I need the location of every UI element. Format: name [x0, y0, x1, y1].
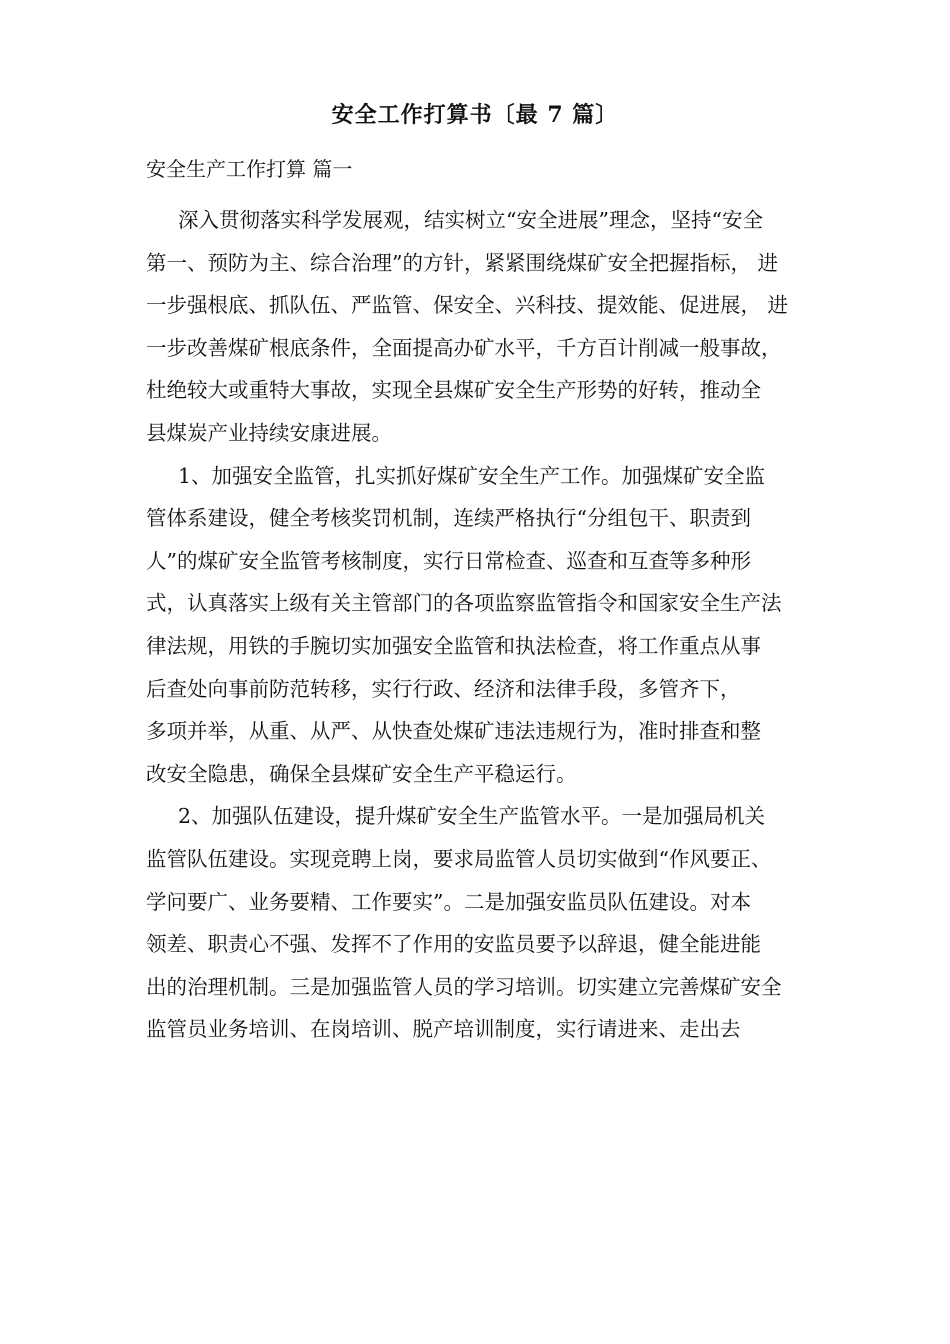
text-line: 监管员业务培训、在岗培训、脱产培训制度，实行请进来、走出去 — [146, 1017, 741, 1042]
text-line: 深入贯彻落实科学发展观，结实树立“安全进展”理念，坚持“安全 — [178, 208, 763, 232]
text-line: 杜绝较大或重特大事故，实现全县煤矿安全生产形势的好转，推动全 — [146, 378, 761, 403]
text-line: 2、加强队伍建设，提升煤矿安全生产监管水平。一是加强局机关 — [178, 804, 766, 829]
text-line: 管体系建设，健全考核奖罚机制，连续严格执行“分组包干、职责到 — [146, 506, 751, 531]
text-line: 律法规，用铁的手腕切实加强安全监管和执法检查，将工作重点从事 — [146, 633, 761, 658]
section-heading: 安全生产工作打算 篇一 — [146, 157, 353, 181]
text-line: 领差、职责心不强、发挥不了作用的安监员要予以辞退，健全能进能 — [146, 932, 761, 957]
text-line: 式，认真落实上级有关主管部门的各项监察监管指令和国家安全生产法 — [146, 591, 782, 616]
document-title: 安全工作打算书〔最 7 篇〕 — [331, 102, 619, 128]
text-line: 后查处向事前防范转移，实行行政、经济和法律手段，多管齐下， — [146, 676, 741, 701]
text-line: 人”的煤矿安全监管考核制度，实行日常检查、巡查和互查等多种形 — [146, 548, 751, 573]
text-line: 县煤炭产业持续安康进展。 — [146, 420, 392, 445]
body-text — [146, 199, 826, 1051]
text-line: 第一、预防为主、综合治理”的方针，紧紧围绕煤矿安全把握指标， 进 — [146, 250, 778, 275]
text-line: 一步强根底、抓队伍、严监管、保安全、兴科技、提效能、促进展， 进 — [146, 293, 789, 318]
text-line: 多项并举，从重、从严、从快查处煤矿违法违规行为，准时排查和整 — [146, 719, 761, 744]
text-line: 改安全隐患，确保全县煤矿安全生产平稳运行。 — [146, 761, 577, 786]
text-line: 1、加强安全监管，扎实抓好煤矿安全生产工作。加强煤矿安全监 — [178, 463, 766, 488]
text-line: 一步改善煤矿根底条件，全面提高办矿水平，千方百计削减一般事故， — [146, 335, 782, 360]
text-line: 学问要广、业务要精、工作要实”。二是加强安监员队伍建设。对本 — [146, 889, 751, 914]
text-line: 监管队伍建设。实现竞聘上岗，要求局监管人员切实做到“作风要正、 — [146, 846, 772, 871]
text-line: 出的治理机制。三是加强监管人员的学习培训。切实建立完善煤矿安全 — [146, 974, 782, 999]
